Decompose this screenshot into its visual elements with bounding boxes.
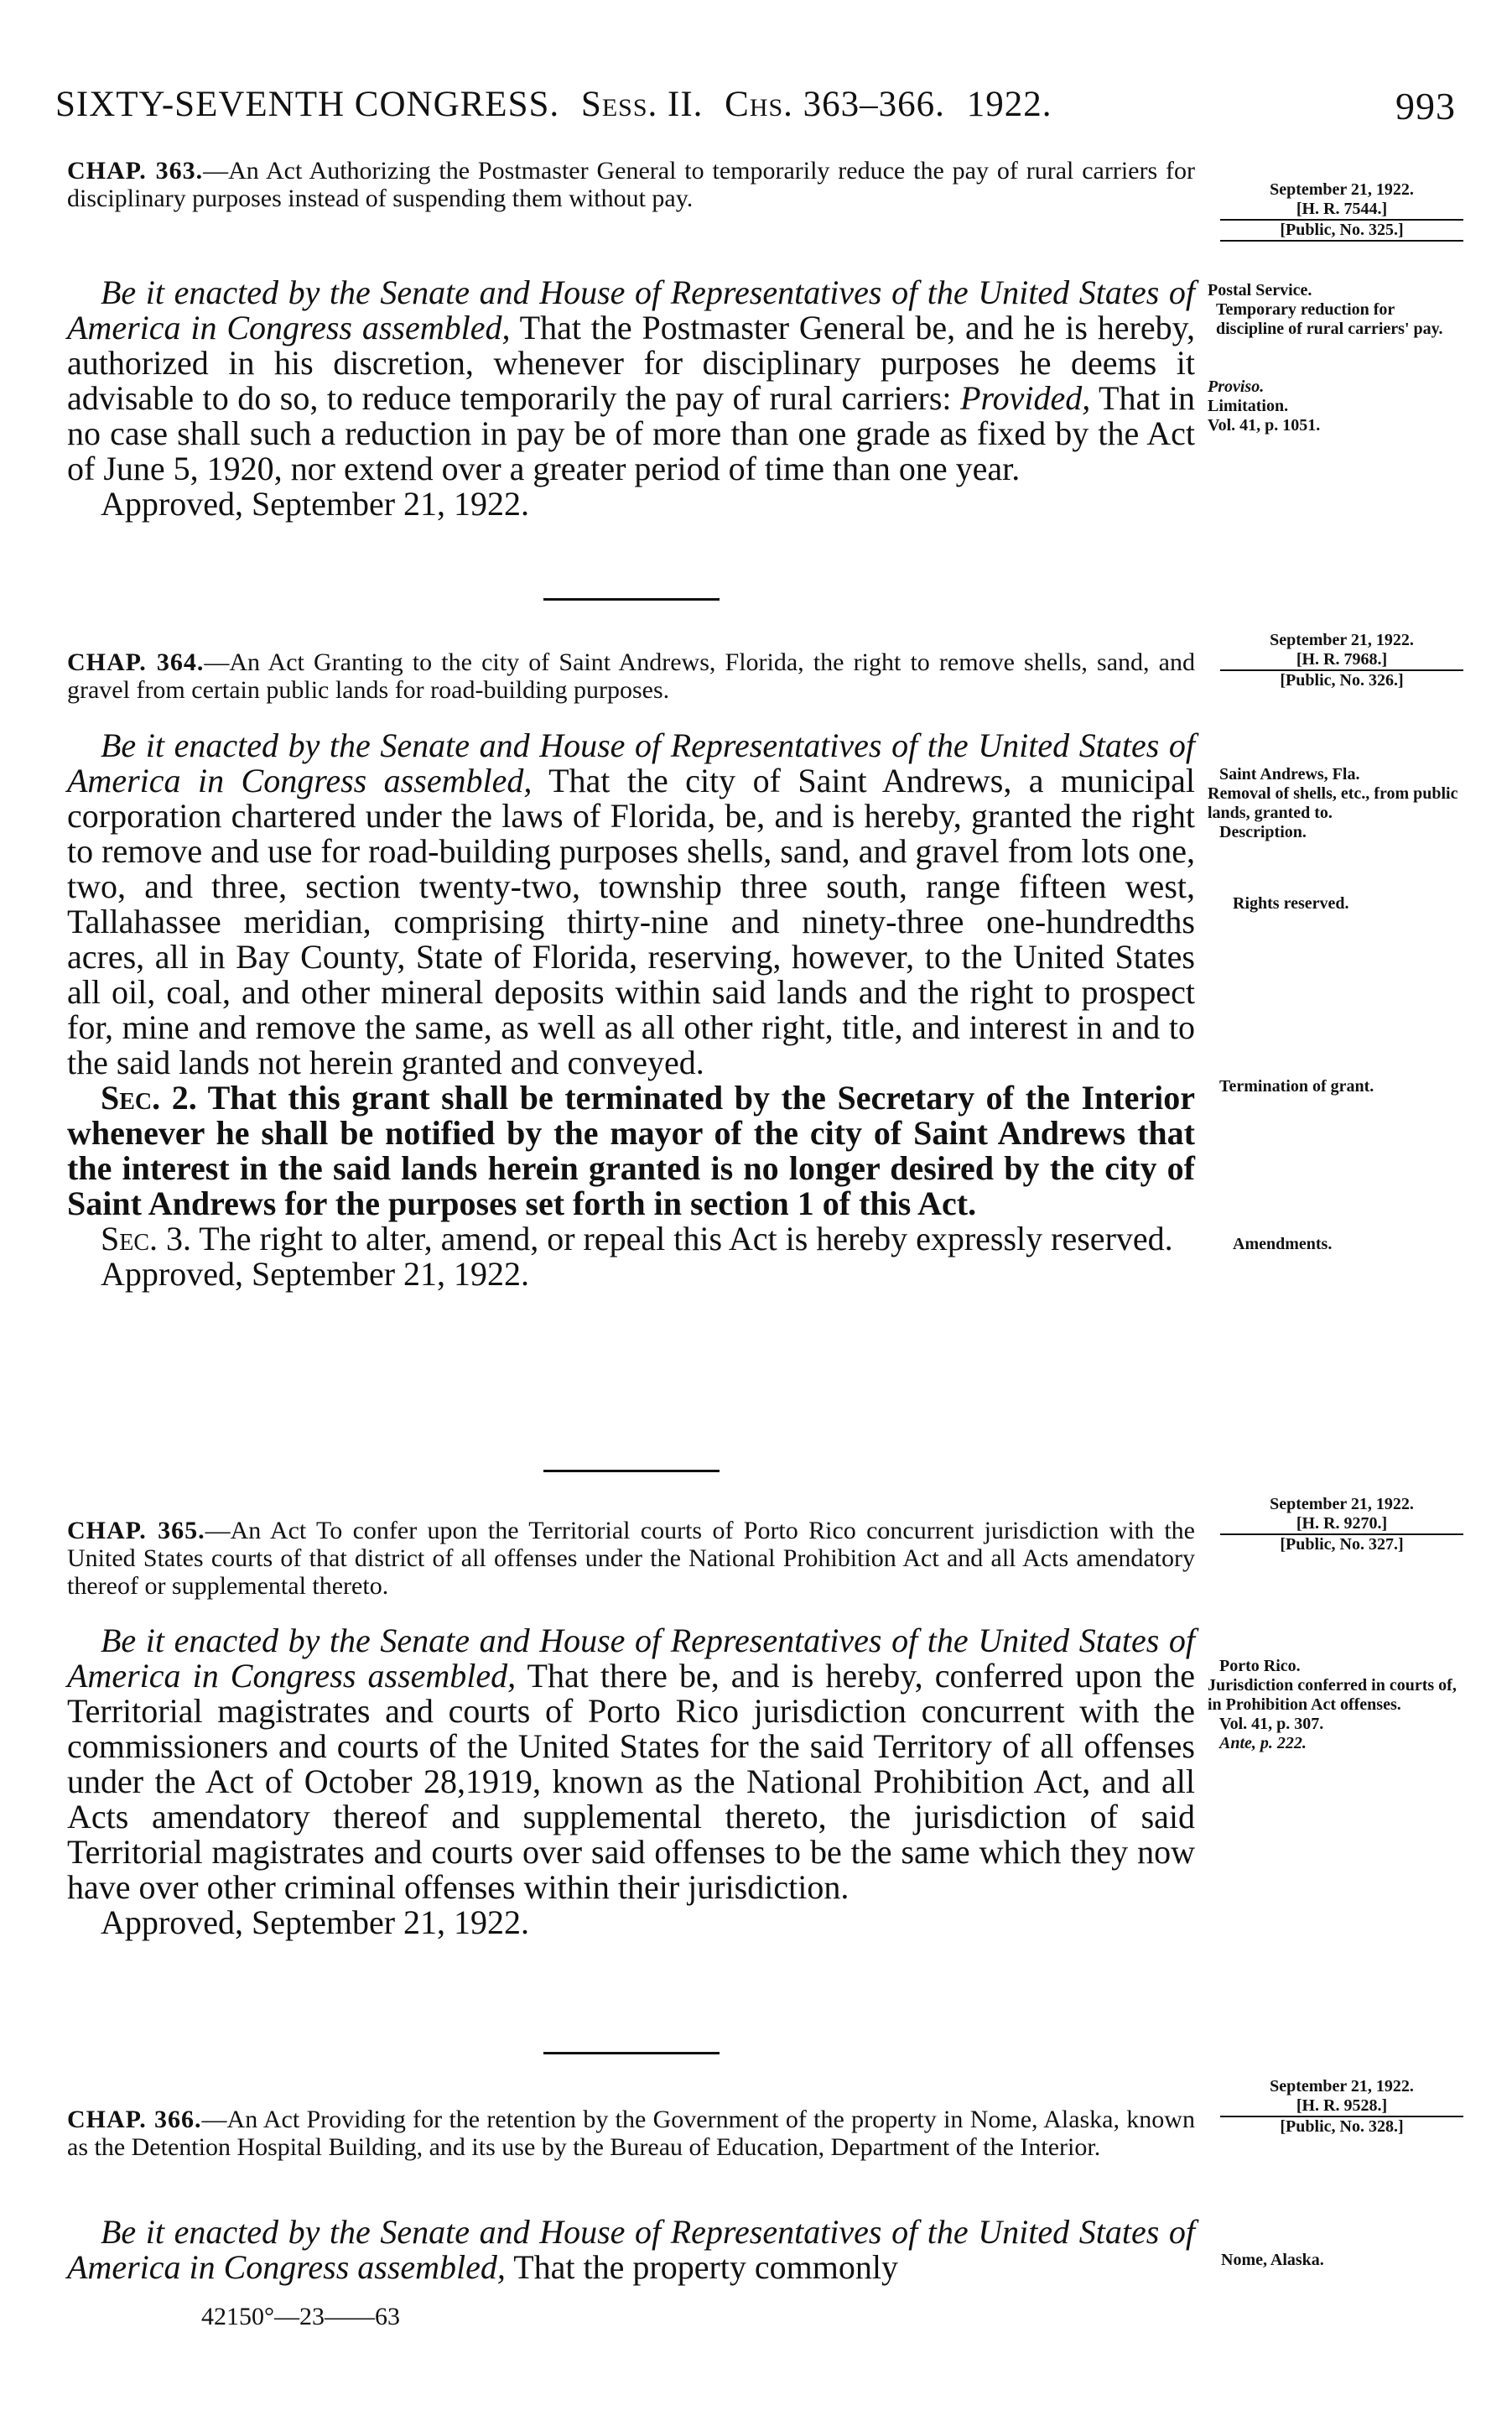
chapters-label: Chs. 363–366.	[725, 85, 945, 124]
note-porto-rico: Porto Rico.	[1219, 1657, 1301, 1675]
enact-text: That the property commonly	[505, 2248, 898, 2286]
enact-text: That there be, and is hereby, conferred upon the Territorial magistrates and courts of Porto Rico jurisdiction concurrent with the commissioners and courts of the United States for the said Territory of all offenses under the Act of October 28,1919, known as the National Prohibition Act, and all Acts amendatory thereof and supplemental thereto, the jurisdiction of said Territorial magistrates and courts over said offenses to be the same which they now have over other criminal offenses within their jurisdiction.	[67, 1657, 1195, 1906]
enact-text: That the Postmaster General be, and he is hereby, authorized in his discretion, whenever for disciplinary purposes he deems it advisable to do so, to reduce temporarily the pay of rural carriers:	[67, 309, 1195, 417]
chap365-approved: Approved, September 21, 1922.	[101, 1903, 530, 1941]
chap364-section-3	[67, 1221, 1195, 1257]
chap364-section-2	[67, 1080, 1195, 1221]
chap364-title	[67, 648, 1195, 704]
running-head	[55, 84, 1052, 125]
chap365-title	[67, 1517, 1195, 1600]
chap365-date: September 21, 1922.	[1270, 1495, 1414, 1513]
page-number: 993	[1395, 85, 1456, 128]
note-temporary-reduction: Temporary reduction for discipline of rural carriers' pay.	[1216, 300, 1443, 338]
note-saint-andrews: Saint Andrews, Fla.	[1219, 765, 1360, 784]
enact-italic: Be it enacted by the Senate and House of Representatives of the United States of America in Congress assembled,	[67, 2213, 1195, 2286]
note-ante-ref: Ante, p. 222.	[1219, 1734, 1307, 1752]
chap363-approved: Approved, September 21, 1922.	[101, 485, 530, 523]
note-removal-shells: Removal of shells, etc., from public lands, granted to.	[1208, 784, 1458, 822]
chap366-body	[67, 2215, 1195, 2285]
chap364-public-law: [Public, No. 326.]	[1280, 671, 1404, 690]
chap363-title-text: —An Act Authorizing the Postmaster General to temporarily reduce the pay of rural carriers for disciplinary purposes instead of suspending them without pay.	[67, 157, 1195, 212]
note-description: Description.	[1219, 823, 1307, 841]
divider	[543, 598, 720, 601]
chap364-enacting-clause	[67, 728, 1195, 1080]
chap363-title	[67, 157, 1195, 212]
signature-mark: 42150°—23——63	[201, 2303, 400, 2330]
chap363-number: CHAP. 363.	[67, 157, 204, 185]
chap365-margin-notes	[1208, 1657, 1459, 1753]
chap366-number: CHAP. 366.	[67, 2106, 202, 2133]
sec3-text: The right to alter, amend, or repeal this Act is hereby expressly reserved.	[191, 1220, 1173, 1257]
chap365-bill-info	[1220, 1495, 1463, 1554]
chap364-number: CHAP. 364.	[67, 648, 205, 676]
chap364-bill-info	[1220, 631, 1463, 690]
session-label: Sess. II.	[580, 85, 704, 124]
chap363-bill-info	[1220, 180, 1463, 242]
chap364-date: September 21, 1922.	[1270, 631, 1414, 649]
chap363-public-law: [Public, No. 325.]	[1220, 221, 1463, 242]
chap366-title-text: —An Act Providing for the retention by the Government of the property in Nome, Alaska, known as the Detention Hospital Building, and its use by the Bureau of Education, Department of the Interior.	[67, 2106, 1195, 2161]
note-postal-service: Postal Service.	[1208, 281, 1312, 299]
chap363-margin-notes	[1208, 281, 1459, 435]
enact-text: That the city of Saint Andrews, a municipal corporation chartered under the laws of Florida, be, and is hereby, granted the right to remove and use for road-building purposes shells, sand, and gravel from lots one, two, and three, section twenty-two, township three south, range fifteen west, Tallahassee meridian, comprising thirty-nine and ninety-three one-hundredths acres, all in Bay County, State of Florida, reserving, however, to the United States all oil, coal, and other mineral deposits within said lands and the right to prospect for, mine and remove the same, as well as all other right, title, and interest in and to the said lands not herein granted and conveyed.	[67, 762, 1195, 1081]
enact-text-end: That in no case shall such a reduction in pay be of more than one grade as fixed by the Act of June 5, 1920, nor extend over a greater period of time than one year.	[67, 379, 1195, 487]
chap364-body	[67, 728, 1195, 1292]
chap364-margin-notes	[1208, 765, 1459, 1254]
chap364-approved: Approved, September 21, 1922.	[101, 1255, 530, 1293]
enact-italic: Be it enacted by the Senate and House of Representatives of the United States of America in Congress assembled,	[67, 273, 1195, 346]
chap364-title-text: —An Act Granting to the city of Saint Andrews, Florida, the right to remove shells, sand, and gravel from certain public lands for road-building purposes.	[67, 648, 1195, 704]
chap366-date: September 21, 1922.	[1270, 2077, 1414, 2096]
chap365-title-text: —An Act To confer upon the Territorial courts of Porto Rico concurrent jurisdiction with the United States courts of that district of all offenses under the National Prohibition Act and all Acts amendatory thereof or supplemental thereto.	[67, 1517, 1195, 1600]
chap363-enacting-clause	[67, 275, 1195, 487]
enact-italic: Be it enacted by the Senate and House of Representatives of the United States of America in Congress assembled,	[67, 1622, 1195, 1695]
chap366-public-law: [Public, No. 328.]	[1280, 2117, 1404, 2136]
sec2-label: Sec. 2.	[101, 1079, 197, 1117]
year-label: 1922.	[966, 85, 1052, 124]
note-nome-alaska: Nome, Alaska.	[1221, 2251, 1324, 2269]
chap364-bill: [H. R. 7968.]	[1220, 650, 1463, 671]
chap365-public-law: [Public, No. 327.]	[1280, 1535, 1404, 1554]
chap365-bill: [H. R. 9270.]	[1220, 1514, 1463, 1535]
chap365-body	[67, 1623, 1195, 1940]
divider	[543, 2052, 720, 2054]
chap363-date: September 21, 1922.	[1270, 180, 1414, 199]
note-proviso: Proviso.	[1208, 377, 1265, 396]
note-vol-ref: Vol. 41, p. 1051.	[1208, 416, 1321, 435]
note-limitation: Limitation.	[1208, 397, 1289, 415]
sec3-label: Sec. 3.	[101, 1220, 192, 1257]
congress-label: SIXTY-SEVENTH CONGRESS.	[55, 85, 560, 124]
running-header	[55, 84, 1456, 134]
chap366-enacting-clause	[67, 2215, 1195, 2285]
chap366-title	[67, 2106, 1195, 2161]
chap365-enacting-clause	[67, 1623, 1195, 1905]
note-amendments: Amendments.	[1233, 1235, 1333, 1253]
enact-italic: Be it enacted by the Senate and House of Representatives of the United States of America in Congress assembled,	[67, 726, 1195, 799]
chap363-bill: [H. R. 7544.]	[1220, 200, 1463, 221]
divider	[543, 1470, 720, 1472]
chap366-bill-info	[1220, 2077, 1463, 2137]
note-vol-ref: Vol. 41, p. 307.	[1219, 1715, 1324, 1733]
chap365-number: CHAP. 365.	[67, 1517, 205, 1544]
proviso-word: Provided,	[960, 379, 1091, 417]
note-termination: Termination of grant.	[1219, 1077, 1374, 1096]
chap366-bill: [H. R. 9528.]	[1220, 2096, 1463, 2117]
sec2-text: That this grant shall be terminated by the Secretary of the Interior whenever he shall be notified by the mayor of the city of Saint Andrews that the interest in the said lands herein granted is no longer desired by the city of Saint Andrews for the purposes set forth in section 1 of this Act.	[67, 1079, 1195, 1222]
chap366-margin-notes	[1208, 2251, 1459, 2270]
note-rights-reserved: Rights reserved.	[1233, 894, 1349, 913]
chap363-body	[67, 275, 1195, 522]
note-jurisdiction: Jurisdiction conferred in courts of, in Prohibition Act offenses.	[1208, 1676, 1457, 1714]
